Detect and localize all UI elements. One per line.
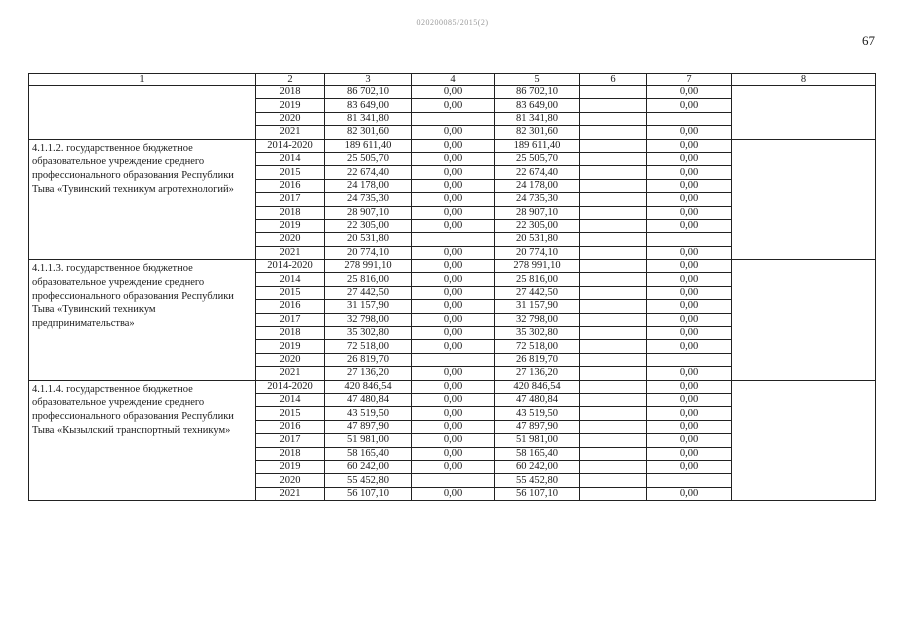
extra-budget-cell: 0,00 [647, 327, 732, 340]
regional-cell: 72 518,00 [495, 340, 580, 353]
year-cell: 2017 [256, 313, 325, 326]
total-cell: 51 981,00 [325, 434, 412, 447]
extra-budget-cell: 0,00 [647, 246, 732, 259]
total-cell: 20 774,10 [325, 246, 412, 259]
year-cell: 2014-2020 [256, 260, 325, 273]
regional-cell: 35 302,80 [495, 327, 580, 340]
column-header: 5 [495, 74, 580, 86]
year-cell: 2020 [256, 112, 325, 125]
federal-cell: 0,00 [412, 300, 495, 313]
year-cell: 2016 [256, 420, 325, 433]
federal-cell: 0,00 [412, 407, 495, 420]
municipal-cell [580, 286, 647, 299]
federal-cell: 0,00 [412, 393, 495, 406]
regional-cell: 47 480,84 [495, 393, 580, 406]
municipal-cell [580, 434, 647, 447]
activity-description: 4.1.1.2. государственное бюджетное образовательное учреждение среднего профессионального образования Республики Тыва «Тувинский техникум агротехнологий» [29, 139, 256, 260]
regional-cell: 55 452,80 [495, 474, 580, 487]
extra-budget-cell: 0,00 [647, 393, 732, 406]
federal-cell: 0,00 [412, 246, 495, 259]
total-cell: 278 991,10 [325, 260, 412, 273]
year-cell: 2015 [256, 286, 325, 299]
municipal-cell [580, 460, 647, 473]
extra-budget-cell: 0,00 [647, 434, 732, 447]
year-cell: 2021 [256, 487, 325, 500]
activity-description: 4.1.1.4. государственное бюджетное образовательное учреждение среднего профессионального образования Республики Тыва «Кызылский транспортный техникум» [29, 380, 256, 501]
municipal-cell [580, 260, 647, 273]
federal-cell: 0,00 [412, 286, 495, 299]
column-header: 3 [325, 74, 412, 86]
extra-budget-cell: 0,00 [647, 179, 732, 192]
year-cell: 2018 [256, 86, 325, 99]
total-cell: 22 674,40 [325, 166, 412, 179]
extra-budget-cell: 0,00 [647, 273, 732, 286]
regional-cell: 189 611,40 [495, 139, 580, 152]
regional-cell: 24 735,30 [495, 193, 580, 206]
total-cell: 60 242,00 [325, 460, 412, 473]
extra-budget-cell: 0,00 [647, 126, 732, 139]
total-cell: 22 305,00 [325, 219, 412, 232]
federal-cell: 0,00 [412, 193, 495, 206]
federal-cell: 0,00 [412, 99, 495, 112]
column-header: 8 [732, 74, 876, 86]
column-header: 1 [29, 74, 256, 86]
total-cell: 25 505,70 [325, 152, 412, 165]
regional-cell: 81 341,80 [495, 112, 580, 125]
extra-budget-cell: 0,00 [647, 340, 732, 353]
year-cell: 2014 [256, 393, 325, 406]
extra-budget-cell: 0,00 [647, 380, 732, 393]
total-cell: 58 165,40 [325, 447, 412, 460]
federal-cell [412, 353, 495, 366]
column-header: 7 [647, 74, 732, 86]
federal-cell [412, 474, 495, 487]
table-row [29, 380, 876, 393]
municipal-cell [580, 474, 647, 487]
year-cell: 2020 [256, 233, 325, 246]
regional-cell: 56 107,10 [495, 487, 580, 500]
extra-budget-cell: 0,00 [647, 460, 732, 473]
year-cell: 2018 [256, 206, 325, 219]
total-cell: 28 907,10 [325, 206, 412, 219]
activity-description [29, 86, 256, 140]
regional-cell: 20 531,80 [495, 233, 580, 246]
regional-cell: 60 242,00 [495, 460, 580, 473]
regional-cell: 24 178,00 [495, 179, 580, 192]
header-row [29, 74, 876, 86]
federal-cell: 0,00 [412, 126, 495, 139]
federal-cell: 0,00 [412, 206, 495, 219]
total-cell: 31 157,90 [325, 300, 412, 313]
year-cell: 2019 [256, 219, 325, 232]
total-cell: 43 519,50 [325, 407, 412, 420]
column-header: 2 [256, 74, 325, 86]
year-cell: 2018 [256, 327, 325, 340]
total-cell: 72 518,00 [325, 340, 412, 353]
federal-cell: 0,00 [412, 434, 495, 447]
year-cell: 2021 [256, 246, 325, 259]
regional-cell: 22 674,40 [495, 166, 580, 179]
regional-cell: 31 157,90 [495, 300, 580, 313]
extra-budget-cell: 0,00 [647, 300, 732, 313]
total-cell: 47 480,84 [325, 393, 412, 406]
year-cell: 2019 [256, 460, 325, 473]
extra-budget-cell: 0,00 [647, 152, 732, 165]
column-header: 6 [580, 74, 647, 86]
municipal-cell [580, 420, 647, 433]
extra-budget-cell [647, 474, 732, 487]
municipal-cell [580, 327, 647, 340]
federal-cell [412, 233, 495, 246]
federal-cell: 0,00 [412, 380, 495, 393]
total-cell: 27 136,20 [325, 367, 412, 380]
page-number: 67 [862, 33, 875, 48]
total-cell: 82 301,60 [325, 126, 412, 139]
year-cell: 2014 [256, 273, 325, 286]
extra-budget-cell: 0,00 [647, 193, 732, 206]
regional-cell: 26 819,70 [495, 353, 580, 366]
extra-budget-cell: 0,00 [647, 367, 732, 380]
regional-cell: 51 981,00 [495, 434, 580, 447]
year-cell: 2017 [256, 193, 325, 206]
column-header: 4 [412, 74, 495, 86]
municipal-cell [580, 166, 647, 179]
municipal-cell [580, 447, 647, 460]
extra-budget-cell: 0,00 [647, 139, 732, 152]
federal-cell: 0,00 [412, 152, 495, 165]
municipal-cell [580, 193, 647, 206]
regional-cell: 278 991,10 [495, 260, 580, 273]
municipal-cell [580, 233, 647, 246]
federal-cell: 0,00 [412, 166, 495, 179]
municipal-cell [580, 99, 647, 112]
municipal-cell [580, 273, 647, 286]
federal-cell: 0,00 [412, 460, 495, 473]
municipal-cell [580, 139, 647, 152]
federal-cell: 0,00 [412, 327, 495, 340]
year-cell: 2019 [256, 99, 325, 112]
regional-cell: 25 816,00 [495, 273, 580, 286]
municipal-cell [580, 300, 647, 313]
extra-budget-cell: 0,00 [647, 260, 732, 273]
municipal-cell [580, 126, 647, 139]
federal-cell [412, 112, 495, 125]
total-cell: 27 442,50 [325, 286, 412, 299]
federal-cell: 0,00 [412, 420, 495, 433]
regional-cell: 47 897,90 [495, 420, 580, 433]
municipal-cell [580, 86, 647, 99]
year-cell: 2014 [256, 152, 325, 165]
extra-budget-cell: 0,00 [647, 99, 732, 112]
regional-cell: 420 846,54 [495, 380, 580, 393]
extra-budget-cell: 0,00 [647, 86, 732, 99]
federal-cell: 0,00 [412, 86, 495, 99]
year-cell: 2014-2020 [256, 380, 325, 393]
notes-cell [732, 139, 876, 260]
municipal-cell [580, 407, 647, 420]
total-cell: 81 341,80 [325, 112, 412, 125]
extra-budget-cell: 0,00 [647, 219, 732, 232]
regional-cell: 27 136,20 [495, 367, 580, 380]
regional-cell: 25 505,70 [495, 152, 580, 165]
regional-cell: 82 301,60 [495, 126, 580, 139]
notes-cell [732, 260, 876, 381]
regional-cell: 86 702,10 [495, 86, 580, 99]
federal-cell: 0,00 [412, 260, 495, 273]
extra-budget-cell: 0,00 [647, 420, 732, 433]
extra-budget-cell: 0,00 [647, 487, 732, 500]
year-cell: 2015 [256, 407, 325, 420]
municipal-cell [580, 487, 647, 500]
federal-cell: 0,00 [412, 313, 495, 326]
year-cell: 2017 [256, 434, 325, 447]
table-row [29, 260, 876, 273]
municipal-cell [580, 353, 647, 366]
total-cell: 56 107,10 [325, 487, 412, 500]
municipal-cell [580, 393, 647, 406]
year-cell: 2015 [256, 166, 325, 179]
municipal-cell [580, 152, 647, 165]
year-cell: 2014-2020 [256, 139, 325, 152]
extra-budget-cell: 0,00 [647, 407, 732, 420]
total-cell: 24 735,30 [325, 193, 412, 206]
year-cell: 2019 [256, 340, 325, 353]
municipal-cell [580, 313, 647, 326]
municipal-cell [580, 112, 647, 125]
extra-budget-cell [647, 353, 732, 366]
total-cell: 420 846,54 [325, 380, 412, 393]
federal-cell: 0,00 [412, 219, 495, 232]
regional-cell: 58 165,40 [495, 447, 580, 460]
extra-budget-cell: 0,00 [647, 206, 732, 219]
federal-cell: 0,00 [412, 179, 495, 192]
year-cell: 2020 [256, 353, 325, 366]
total-cell: 86 702,10 [325, 86, 412, 99]
municipal-cell [580, 206, 647, 219]
notes-cell [732, 86, 876, 140]
total-cell: 55 452,80 [325, 474, 412, 487]
extra-budget-cell [647, 112, 732, 125]
municipal-cell [580, 340, 647, 353]
regional-cell: 20 774,10 [495, 246, 580, 259]
regional-cell: 32 798,00 [495, 313, 580, 326]
municipal-cell [580, 380, 647, 393]
extra-budget-cell: 0,00 [647, 447, 732, 460]
table-row [29, 86, 876, 99]
extra-budget-cell [647, 233, 732, 246]
total-cell: 25 816,00 [325, 273, 412, 286]
federal-cell: 0,00 [412, 273, 495, 286]
total-cell: 47 897,90 [325, 420, 412, 433]
total-cell: 24 178,00 [325, 179, 412, 192]
regional-cell: 27 442,50 [495, 286, 580, 299]
municipal-cell [580, 367, 647, 380]
extra-budget-cell: 0,00 [647, 313, 732, 326]
municipal-cell [580, 219, 647, 232]
year-cell: 2021 [256, 126, 325, 139]
federal-cell: 0,00 [412, 447, 495, 460]
notes-cell [732, 380, 876, 501]
total-cell: 35 302,80 [325, 327, 412, 340]
total-cell: 20 531,80 [325, 233, 412, 246]
federal-cell: 0,00 [412, 340, 495, 353]
table-row [29, 139, 876, 152]
total-cell: 32 798,00 [325, 313, 412, 326]
year-cell: 2016 [256, 179, 325, 192]
municipal-cell [580, 246, 647, 259]
total-cell: 26 819,70 [325, 353, 412, 366]
activity-description: 4.1.1.3. государственное бюджетное образовательное учреждение среднего профессионального образования Республики Тыва «Тувинский техникум предпринимательства» [29, 260, 256, 381]
regional-cell: 28 907,10 [495, 206, 580, 219]
document-id: 020200085/2015(2) [416, 18, 489, 27]
federal-cell: 0,00 [412, 367, 495, 380]
year-cell: 2016 [256, 300, 325, 313]
year-cell: 2020 [256, 474, 325, 487]
year-cell: 2021 [256, 367, 325, 380]
regional-cell: 22 305,00 [495, 219, 580, 232]
federal-cell: 0,00 [412, 139, 495, 152]
regional-cell: 43 519,50 [495, 407, 580, 420]
total-cell: 83 649,00 [325, 99, 412, 112]
extra-budget-cell: 0,00 [647, 286, 732, 299]
federal-cell: 0,00 [412, 487, 495, 500]
budget-table [28, 73, 876, 501]
year-cell: 2018 [256, 447, 325, 460]
extra-budget-cell: 0,00 [647, 166, 732, 179]
regional-cell: 83 649,00 [495, 99, 580, 112]
total-cell: 189 611,40 [325, 139, 412, 152]
municipal-cell [580, 179, 647, 192]
